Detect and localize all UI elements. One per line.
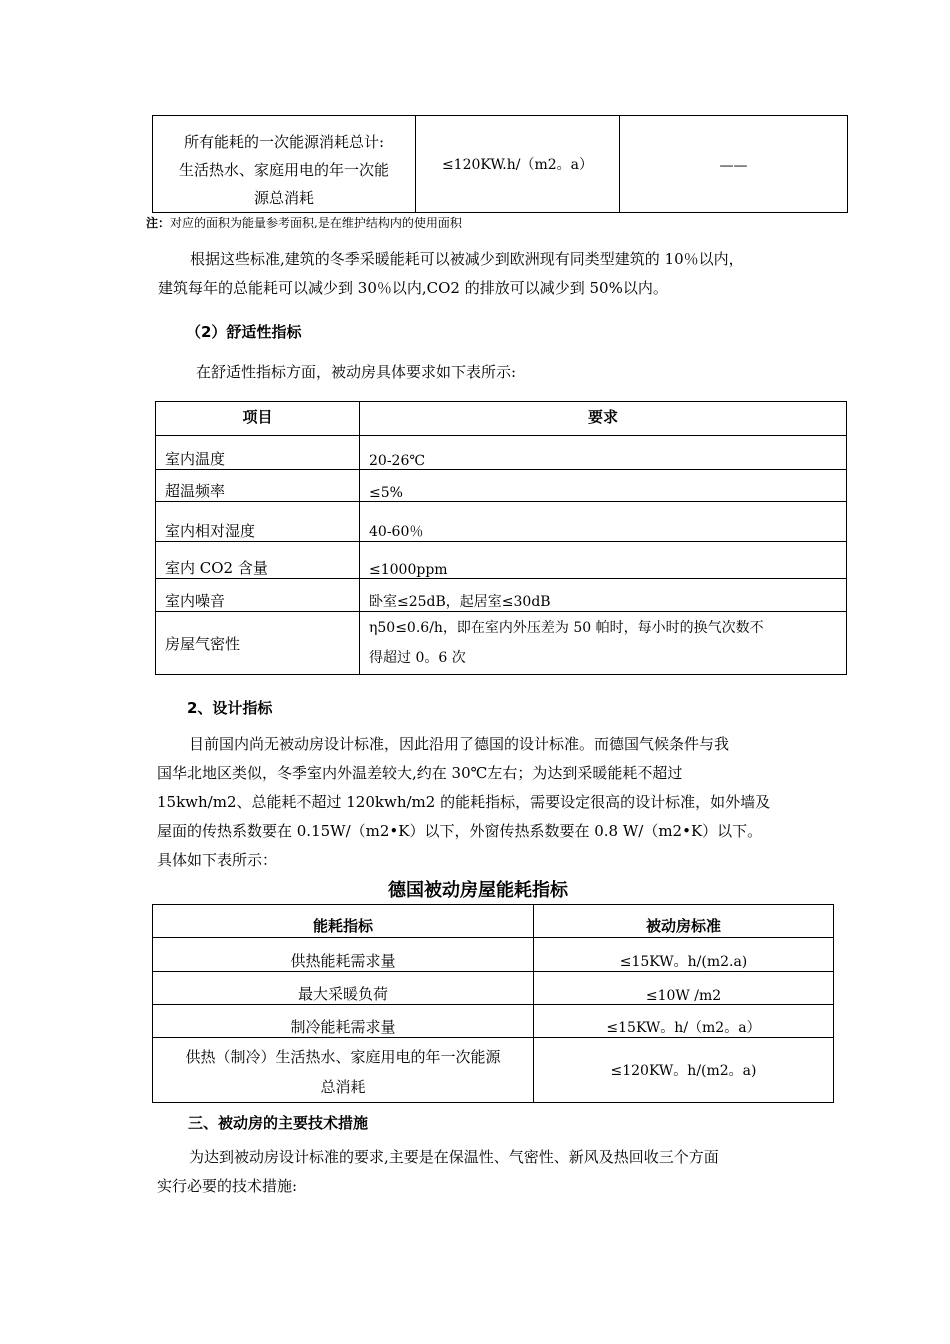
note-label: 注：: [146, 216, 171, 230]
paragraph-line: 屋面的传热系数要在 0.15W/（m2•K）以下，外窗传热系数要在 0.8 W/（m2•K）以下。: [157, 822, 763, 840]
table-row: [156, 612, 847, 675]
table-cell: [620, 116, 848, 213]
section-heading: 2、设计指标: [187, 699, 273, 717]
table-header-row: [156, 402, 847, 436]
table-cell: [153, 116, 416, 213]
table-cell: 室内 CO2 含量: [156, 542, 360, 579]
paragraph: [157, 730, 770, 875]
section-heading: （2）舒适性指标: [186, 323, 302, 341]
paragraph-line: 实行必要的技术措施:: [157, 1177, 298, 1195]
cell-line: η50≤0.6/h，即在室内外压差为 50 帕时，每小时的换气次数不: [369, 620, 764, 636]
table-cell: 供热能耗需求量: [153, 938, 534, 972]
paragraph: [158, 245, 744, 303]
table-cell: 卧室≤25dB，起居室≤30dB: [360, 579, 847, 612]
table-row: [153, 938, 834, 972]
energy-table-continuation: [152, 115, 848, 213]
cell-value: ——: [719, 157, 748, 174]
column-header: 被动房标准: [534, 905, 834, 938]
table-cell: 最大采暖负荷: [153, 972, 534, 1005]
table-cell: 室内相对湿度: [156, 502, 360, 542]
german-standard-table: [152, 904, 834, 1103]
table-cell: 室内温度: [156, 436, 360, 470]
cell-line: 得超过 0。6 次: [369, 650, 466, 666]
cell-value: ≤120KW.h/（m2。a）: [441, 157, 594, 173]
table-row: [156, 436, 847, 470]
cell-line: 总消耗: [320, 1078, 366, 1096]
table-cell: ≤120KW。h/(m2。a): [534, 1038, 834, 1103]
table-cell: ≤15KW。h/（m2。a）: [534, 1005, 834, 1038]
cell-line: 源总消耗: [253, 189, 314, 207]
table-cell: ≤10W /m2: [534, 972, 834, 1005]
table-cell: ≤15KW。h/(m2.a): [534, 938, 834, 972]
table-note: [146, 214, 462, 231]
column-header: 项目: [156, 402, 360, 436]
cell-line: 所有能耗的一次能源消耗总计:: [183, 133, 385, 151]
paragraph-line: 目前国内尚无被动房设计标准，因此沿用了德国的设计标准。而德国气候条件与我: [189, 735, 730, 753]
cell-line: 供热（制冷）生活热水、家庭用电的年一次能源: [185, 1048, 501, 1066]
table-cell: 20-26℃: [360, 436, 847, 470]
table-cell: [360, 612, 847, 675]
paragraph-line: 为达到被动房设计标准的要求,主要是在保温性、气密性、新风及热回收三个方面: [189, 1148, 719, 1166]
table-cell: 40-60％: [360, 502, 847, 542]
table-cell: [416, 116, 620, 213]
table-row: [153, 1005, 834, 1038]
table-cell: 房屋气密性: [156, 612, 360, 675]
table-cell: 超温频率: [156, 470, 360, 502]
paragraph-line: 国华北地区类似，冬季室内外温差较大,约在 30℃左右；为达到采暖能耗不超过: [157, 764, 683, 782]
paragraph-line: 根据这些标准,建筑的冬季采暖能耗可以被减少到欧洲现有同类型建筑的 10％以内，: [190, 250, 744, 268]
table-cell: ≤1000ppm: [360, 542, 847, 579]
table-cell: ≤5%: [360, 470, 847, 502]
table-row: [153, 972, 834, 1005]
table-cell: 室内噪音: [156, 579, 360, 612]
table-cell: 制冷能耗需求量: [153, 1005, 534, 1038]
table-row: [156, 470, 847, 502]
paragraph: [157, 1143, 719, 1201]
table-row: [156, 542, 847, 579]
table-row: [156, 502, 847, 542]
column-header: 要求: [360, 402, 847, 436]
section-intro: 在舒适性指标方面，被动房具体要求如下表所示:: [196, 363, 517, 381]
comfort-table: [155, 401, 847, 675]
paragraph-line: 具体如下表所示：: [157, 851, 278, 869]
table-title: 德国被动房屋能耗指标: [388, 880, 568, 901]
section-heading: 三、被动房的主要技术措施: [188, 1114, 369, 1132]
table-header-row: [153, 905, 834, 938]
table-row: [153, 116, 848, 213]
paragraph-line: 15kwh/m2、总能耗不超过 120kwh/m2 的能耗指标，需要设定很高的设计标准，如外墙及: [157, 793, 771, 811]
table-row: [153, 1038, 834, 1103]
note-text: 对应的面积为能量参考面积,是在维护结构内的使用面积: [170, 216, 462, 230]
cell-line: 生活热水、家庭用电的年一次能: [178, 161, 389, 179]
table-cell: [153, 1038, 534, 1103]
paragraph-line: 建筑每年的总能耗可以减少到 30％以内,CO2 的排放可以减少到 50%以内。: [158, 279, 668, 297]
table-row: [156, 579, 847, 612]
column-header: 能耗指标: [153, 905, 534, 938]
